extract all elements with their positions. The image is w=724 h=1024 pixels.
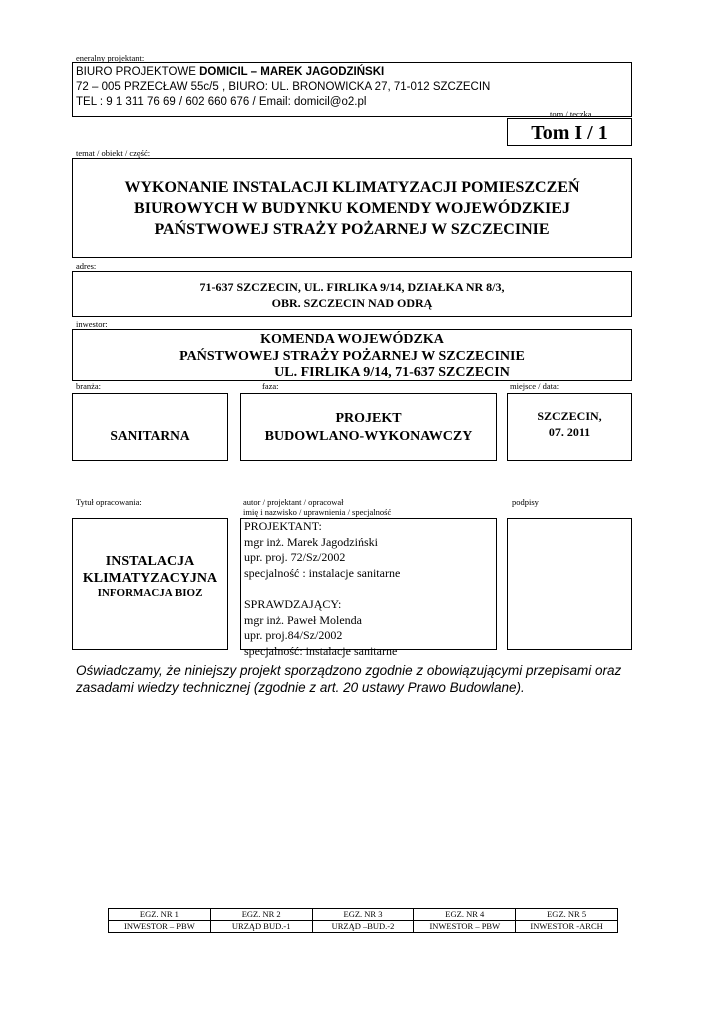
address-box xyxy=(72,271,632,317)
phase-line-1: PROJEKT xyxy=(335,411,402,426)
place-date-text xyxy=(508,408,631,440)
place-date-box xyxy=(507,393,632,461)
designer-role: PROJEKTANT: xyxy=(244,519,322,533)
designer-license: upr. proj. 72/Sz/2002 xyxy=(244,550,346,565)
checker-role: SPRAWDZAJĄCY: xyxy=(244,596,342,611)
subject-box xyxy=(72,158,632,258)
designer-company-prefix: BIURO PROJEKTOWE xyxy=(76,66,200,78)
authors-label-2: imię i nazwisko / uprawnienia / specjalność xyxy=(243,507,392,517)
subject-line-2: BIUROWYCH W BUDYNKU KOMENDY WOJEWÓDZKIEJ xyxy=(134,200,570,217)
copy-1-destination: INWESTOR – PBW xyxy=(109,921,211,933)
address-line-2: OBR. SZCZECIN NAD ODRĄ xyxy=(271,296,433,310)
branch-value: SANITARNA xyxy=(110,428,190,443)
title-label: Tytuł opracowania: xyxy=(76,497,142,507)
title-line-2: KLIMATYZACYJNA xyxy=(82,571,218,586)
branch-label: branża: xyxy=(76,381,102,391)
subject-line-1: WYKONANIE INSTALACJI KLIMATYZACJI POMIESZCZEŃ xyxy=(124,179,580,196)
title-subtitle: INFORMACJA BIOZ xyxy=(97,587,203,599)
statement-line-2: zasadami wiedzy technicznej (zgodnie z art. 20 ustawy Prawo Budowlane). xyxy=(76,680,525,695)
branch-box xyxy=(72,393,228,461)
copy-3-destination: URZĄD –BUD.-2 xyxy=(312,921,414,933)
volume-value: Tom I / 1 xyxy=(531,122,608,144)
phase-line-2: BUDOWLANO-WYKONAWCZY xyxy=(264,429,473,444)
investor-box xyxy=(72,329,632,381)
address-text xyxy=(73,279,631,311)
statement-line-1: Oświadczamy, że niniejszy projekt sporządzono zgodnie z obowiązującymi przepisami oraz xyxy=(76,663,622,678)
copies-table xyxy=(108,908,618,933)
phase-text xyxy=(241,410,496,446)
investor-label: inwestor: xyxy=(76,319,108,329)
copy-2-number: EGZ. NR 2 xyxy=(210,909,312,921)
place-value: SZCZECIN, xyxy=(537,409,602,423)
phase-box xyxy=(240,393,497,461)
title-line-1: INSTALACJA xyxy=(105,554,195,569)
title-box xyxy=(72,518,228,650)
designer-contact: TEL : 9 1 311 76 69 / 602 660 676 / Email: domicil@o2.pl xyxy=(76,96,367,108)
investor-line-3: UL. FIRLIKA 9/14, 71-637 SZCZECIN xyxy=(274,365,510,380)
designer-label: eneralny projektant: xyxy=(76,53,145,63)
designer-address: 72 – 005 PRZECŁAW 55c/5 , BIURO: UL. BRONOWICKA 27, 71-012 SZCZECIN xyxy=(76,81,491,93)
investor-line-1: KOMENDA WOJEWÓDZKA xyxy=(260,332,444,347)
authors-label-1: autor / projektant / opracował xyxy=(243,497,344,507)
authors-spacer xyxy=(244,581,400,597)
designer-box xyxy=(72,62,632,117)
address-line-1: 71-637 SZCZECIN, UL. FIRLIKA 9/14, DZIAŁKA NR 8/3, xyxy=(199,280,505,294)
statement xyxy=(76,662,621,696)
copies-number-row xyxy=(109,909,618,921)
copy-4-destination: INWESTOR – PBW xyxy=(414,921,516,933)
checker-license: upr. proj.84/Sz/2002 xyxy=(244,628,343,643)
authors-text xyxy=(244,519,400,659)
copy-2-destination: URZĄD BUD.-1 xyxy=(210,921,312,933)
copy-1-number: EGZ. NR 1 xyxy=(109,909,211,921)
copy-5-destination: INWESTOR -ARCH xyxy=(516,921,618,933)
subject-line-3: PAŃSTWOWEJ STRAŻY POŻARNEJ W SZCZECINIE xyxy=(154,221,550,238)
copy-4-number: EGZ. NR 4 xyxy=(414,909,516,921)
designer-company-name: DOMICIL – MAREK JAGODZIŃSKI xyxy=(199,66,385,78)
copies-destination-row xyxy=(109,921,618,933)
designer-specialty: specjalność : instalacje sanitarne xyxy=(244,565,401,580)
copy-5-number: EGZ. NR 5 xyxy=(516,909,618,921)
copy-3-number: EGZ. NR 3 xyxy=(312,909,414,921)
designer-text xyxy=(76,65,490,110)
subject-title xyxy=(73,177,631,240)
place-date-label: miejsce / data: xyxy=(510,381,560,391)
subject-label: temat / obiekt / część: xyxy=(76,148,151,158)
signatures-box xyxy=(507,518,632,650)
investor-line-2: PAŃSTWOWEJ STRAŻY POŻARNEJ W SZCZECINIE xyxy=(179,348,525,364)
volume-label: tom / teczka xyxy=(550,109,592,119)
address-label: adres: xyxy=(76,261,97,271)
date-value: 07. 2011 xyxy=(548,425,591,439)
title-text xyxy=(73,553,227,600)
signatures-label: podpisy xyxy=(512,497,539,507)
phase-label: faza: xyxy=(262,381,279,391)
checker-specialty: specjalność: instalacje sanitarne xyxy=(244,643,398,658)
investor-text xyxy=(73,332,631,382)
designer-name: mgr inż. Marek Jagodziński xyxy=(244,534,378,549)
checker-name: mgr inż. Paweł Molenda xyxy=(244,612,362,627)
volume-box xyxy=(507,118,632,146)
authors-box xyxy=(240,518,497,658)
